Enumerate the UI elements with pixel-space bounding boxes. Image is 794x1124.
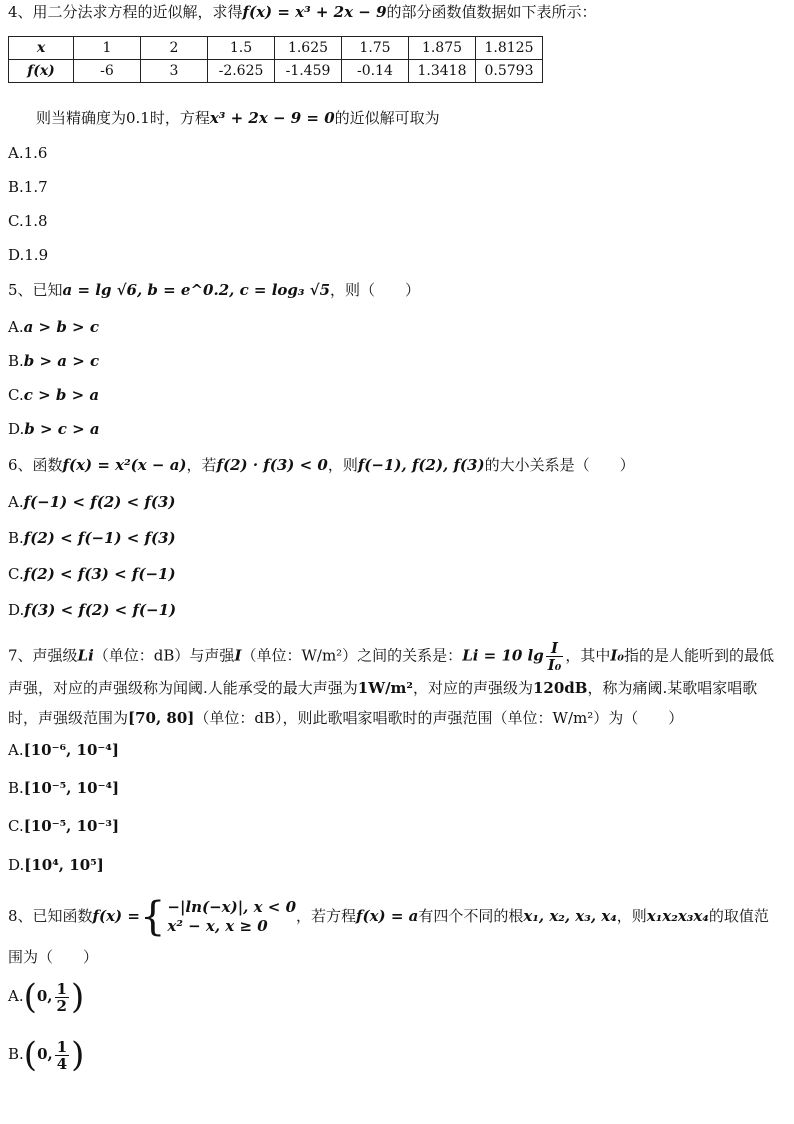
q6-stem xyxy=(8,455,635,475)
option-letter: D. xyxy=(8,856,25,874)
table-cell: -0.14 xyxy=(342,60,409,83)
fraction-denominator: 4 xyxy=(56,1054,68,1073)
fraction-numerator: 1 xyxy=(56,1037,68,1056)
q7-stem xyxy=(8,640,780,733)
q8-stem xyxy=(8,896,780,977)
q7-option-c[interactable] xyxy=(8,816,119,836)
table-cell: -6 xyxy=(74,60,141,83)
option-text: [10⁻⁵, 10⁻³] xyxy=(23,817,120,835)
q7-li: Li xyxy=(77,646,94,665)
q5-stem xyxy=(8,280,420,300)
q8-case-2: x² − x, x ≥ 0 xyxy=(167,917,268,935)
q7-text: ，其中 xyxy=(565,646,611,665)
q6-option-a[interactable] xyxy=(8,492,175,512)
q7-range: [70, 80] xyxy=(128,709,195,727)
q7-text: ，称为痛阈.某歌唱家唱歌时，声强级范围为 xyxy=(8,679,758,727)
q6-option-d[interactable] xyxy=(8,600,176,620)
interval-start: 0, xyxy=(37,1045,53,1063)
q5-option-b[interactable] xyxy=(8,351,99,371)
q8-text: 8、已知函数 xyxy=(8,907,93,925)
q7-i0: I₀ xyxy=(610,646,624,665)
q7-option-a[interactable] xyxy=(8,740,119,760)
q6-option-c[interactable] xyxy=(8,564,176,584)
option-letter: C. xyxy=(8,817,24,835)
option-letter: C. xyxy=(8,565,24,583)
q6-stem-mid2: ，则 xyxy=(327,456,358,474)
q8-text: ，若方程 xyxy=(296,907,357,925)
q7-formula-fraction xyxy=(546,640,564,673)
option-letter: A. xyxy=(8,987,24,1005)
q5-option-a[interactable] xyxy=(8,317,99,337)
option-fraction xyxy=(55,981,69,1014)
fraction-denominator: 2 xyxy=(56,996,67,1015)
q4-stem xyxy=(8,2,597,22)
table-cell: 1.875 xyxy=(409,37,476,60)
q4-option-a[interactable]: A.1.6 xyxy=(8,144,48,162)
option-letter: A. xyxy=(8,318,24,336)
q4-option-c[interactable]: C.1.8 xyxy=(8,212,48,230)
q4-value-table xyxy=(8,36,543,83)
q4-stem-suffix: 的部分函数值数据如下表所示： xyxy=(386,3,597,21)
q8-cases xyxy=(167,898,296,936)
option-letter: B. xyxy=(8,529,24,547)
option-letter: D. xyxy=(8,601,25,619)
option-text: f(−1) < f(2) < f(3) xyxy=(23,493,176,511)
table-header-fx: f(x) xyxy=(9,60,74,83)
table-cell: 2 xyxy=(141,37,208,60)
open-paren-icon: ( xyxy=(23,1035,38,1075)
q7-formula-left: Li = 10 lg xyxy=(462,646,544,665)
q5-stem-prefix: 5、已知 xyxy=(8,281,63,299)
fraction-numerator: I xyxy=(546,640,564,657)
fraction-denominator: I₀ xyxy=(547,656,562,674)
q6-stem-suffix: 的大小关系是（ ） xyxy=(484,456,635,474)
q4-follow-suffix: 的近似解可取为 xyxy=(334,109,440,127)
q8-eq: f(x) = a xyxy=(356,907,419,925)
option-text: f(3) < f(2) < f(−1) xyxy=(24,601,177,619)
option-letter: C. xyxy=(8,386,24,404)
q8-option-a[interactable] xyxy=(8,977,85,1017)
q4-option-d[interactable]: D.1.9 xyxy=(8,246,49,264)
close-paren-icon: ) xyxy=(70,977,85,1017)
q4-followup xyxy=(36,108,440,128)
option-text: b > a > c xyxy=(23,352,100,370)
q4-stem-func: f(x) = x³ + 2x − 9 xyxy=(242,3,387,21)
q7-i: I xyxy=(234,646,242,665)
table-cell: 1.75 xyxy=(342,37,409,60)
q8-text: ，则 xyxy=(616,907,647,925)
option-letter: A. xyxy=(8,493,24,511)
q7-text: （单位：dB）与声强 xyxy=(93,646,235,665)
q7-text: （单位：dB），则此歌唱家唱歌时的声强范围（单位：W/m²）为（ ） xyxy=(194,709,684,727)
q8-func-lhs: f(x) = xyxy=(92,907,140,925)
q4-follow-prefix: 则当精确度为0.1时，方程 xyxy=(36,109,210,127)
table-cell: 1.3418 xyxy=(409,60,476,83)
left-brace-icon: { xyxy=(139,894,166,940)
q7-threshold: 120dB xyxy=(533,679,588,697)
option-text: c > b > a xyxy=(23,386,100,404)
close-paren-icon: ) xyxy=(71,1035,85,1075)
q5-stem-suffix: ，则（ ） xyxy=(330,281,421,299)
q6-option-b[interactable] xyxy=(8,528,176,548)
open-paren-icon: ( xyxy=(23,977,37,1017)
table-cell: 1.8125 xyxy=(476,37,543,60)
q7-text: 7、声强级 xyxy=(8,646,78,665)
interval-start: 0, xyxy=(36,987,53,1005)
table-cell: 1.625 xyxy=(275,37,342,60)
option-letter: B. xyxy=(8,352,24,370)
q7-max-intensity: 1W/m² xyxy=(357,679,413,697)
q8-text: 的取值范围为（ ） xyxy=(8,907,769,966)
option-text: [10⁴, 10⁵] xyxy=(24,856,104,874)
option-text: [10⁻⁵, 10⁻⁴] xyxy=(23,779,120,797)
q6-stem-mid1: ，若 xyxy=(186,456,217,474)
option-letter: A. xyxy=(8,741,24,759)
table-header-x: x xyxy=(9,37,74,60)
q7-option-d[interactable] xyxy=(8,855,104,875)
q4-follow-eq: x³ + 2x − 9 = 0 xyxy=(209,109,335,127)
q6-stem-func: f(x) = x²(x − a) xyxy=(62,456,187,474)
option-letter: D. xyxy=(8,420,25,438)
q4-stem-prefix: 4、用二分法求方程的近似解，求得 xyxy=(8,3,243,21)
option-text: [10⁻⁶, 10⁻⁴] xyxy=(23,741,119,759)
q6-stem-prefix: 6、函数 xyxy=(8,456,63,474)
q7-option-b[interactable] xyxy=(8,778,119,798)
option-fraction xyxy=(55,1039,69,1072)
q5-option-d[interactable] xyxy=(8,419,100,439)
table-cell: 0.5793 xyxy=(476,60,543,83)
q7-text: （单位：W/m²）之间的关系是： xyxy=(241,646,463,665)
option-text: b > c > a xyxy=(24,420,100,438)
q8-text: 有四个不同的根 xyxy=(418,907,524,925)
q6-stem-cond: f(2) · f(3) < 0 xyxy=(216,456,328,474)
table-row xyxy=(9,37,543,60)
option-text: f(2) < f(−1) < f(3) xyxy=(23,529,176,547)
q8-product: x₁x₂x₃x₄ xyxy=(646,907,709,925)
q7-text: ，对应的声强级为 xyxy=(412,679,533,697)
q8-roots: x₁, x₂, x₃, x₄ xyxy=(523,907,617,925)
fraction-numerator: 1 xyxy=(56,979,67,998)
option-letter: B. xyxy=(8,779,24,797)
table-row xyxy=(9,60,543,83)
q8-piecewise xyxy=(139,894,297,940)
q5-stem-math: a = lg √6, b = e^0.2, c = log₃ √5 xyxy=(62,281,331,299)
q5-option-c[interactable] xyxy=(8,385,99,405)
option-text: f(2) < f(3) < f(−1) xyxy=(23,565,176,583)
table-cell: -2.625 xyxy=(208,60,275,83)
table-cell: 3 xyxy=(141,60,208,83)
q7-text: 指的是人能听到的最低声强，对应的声强级称为闻阈.人能承受的最大声强为 xyxy=(8,646,774,697)
table-cell: -1.459 xyxy=(275,60,342,83)
table-cell: 1.5 xyxy=(208,37,275,60)
table-cell: 1 xyxy=(74,37,141,60)
q8-option-b[interactable] xyxy=(8,1035,85,1075)
q8-case-1: −|ln(−x)|, x < 0 xyxy=(167,898,297,916)
option-letter: B. xyxy=(8,1045,24,1063)
q4-option-b[interactable]: B.1.7 xyxy=(8,178,48,196)
option-text: a > b > c xyxy=(23,318,99,336)
q6-stem-vals: f(−1), f(2), f(3) xyxy=(357,456,485,474)
